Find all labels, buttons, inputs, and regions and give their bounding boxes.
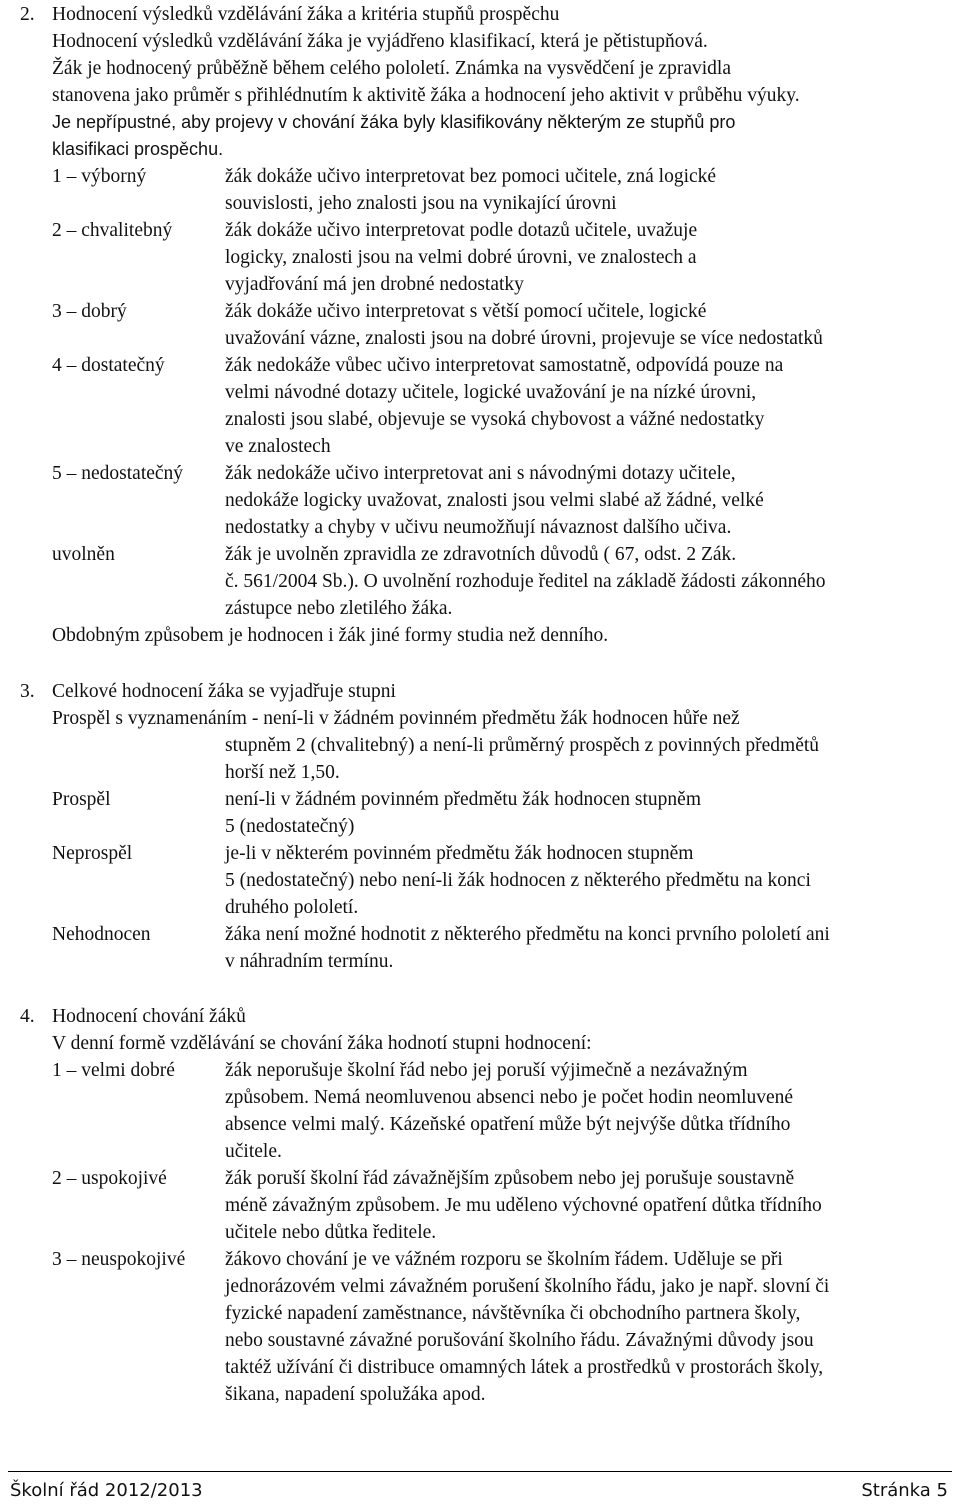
grade-label: 3 – dobrý [52, 301, 127, 322]
behavior-description: žákovo chování je ve vážném rozporu se školním řádem. Uděluje se při [225, 1249, 783, 1270]
grade-label: 1 – výborný [52, 166, 147, 187]
grade-description: žák dokáže učivo interpretovat podle dotazů učitele, uvažuje [225, 220, 698, 241]
overall-description: není-li v žádném povinném předmětu žák hodnocen stupněm [225, 789, 701, 810]
behavior-description: žák neporušuje školní řád nebo jej poruší výjimečně a nezávažným [225, 1060, 748, 1081]
overall-label: Nehodnocen [52, 924, 151, 945]
document-page: 2. Hodnocení výsledků vzdělávání žáka a kritéria stupňů prospěchu Hodnocení výsledků vzdělávání žáka je vyjádřeno klasifikací, která je pětistupňová. Žák je hodnocený průběžně během celého pololetí. Známka na vysvědčení je zpravidla stanovena jako průměr s přihlédnutím k aktivitě žáka a hodnocení jeho aktivit v průběhu výuky. Je nepřípustné, aby projevy v chování žáka byly klasifikovány některým ze stupňů pro klasifikaci prospěchu. 1 – výborný žák dokáže učivo interpretovat bez pomoci učitele, zná logické souvislosti, jeho znalosti jsou na vynikající úrovni 2 – chvalitebný žák dokáže učivo interpretovat podle dotazů učitele, uvažuje logicky, znalosti jsou na velmi dobré úrovni, ve znalostech a vyjadřování má jen drobné nedostatky 3 – dobrý žák dokáže učivo interpretovat s větší pomocí učitele, logické uvažování vázne, znalosti jsou na dobré úrovni, projevuje se více nedostatků 4 – dostatečný žák nedokáže vůbec učivo interpretovat samostatně, odpovídá pouze na velmi návodné dotazy učitele, logické uvažování je na nízké úrovni, znalosti jsou slabé, objevuje se vysoká chybovost a vážné nedostatky ve znalostech 5 – nedostatečný žák nedokáže učivo interpretovat ani s návodnými dotazy učitele, nedokáže logicky uvažovat, znalosti jsou velmi slabé až žádné, velké nedostatky a chyby v učivu neumožňují návaznost dalšího učiva. uvolněn žák je uvolněn zpravidla ze zdravotních důvodů ( 67, odst. 2 Zák. č. 561/2004 Sb.). O uvolnění rozhoduje ředitel na základě žádosti zákonného zástupce nebo zletilého žáka. Obdobným způsobem je hodnocen i žák jiné formy studia než denního. 3. Celkové hodnocení žáka se vyjadřuje stupni Prospěl s vyznamenáním - není-li v žádném povinném předmětu žák hodnocen hůře než stupněm 2 (chvalitebný) a není-li průměrný prospěch z povinných předmětů horší než 1,50. Prospěl není-li v žádném povinném předmětu žák hodnocen stupněm 5 (nedostatečný) Neprospěl je-li v některém povinném předmětu žák hodnocen stupněm 5 (nedostatečný) nebo není-li žák hodnocen z některého předmětu na konci druhého pololetí. Nehodnocen žáka není možné hodnotit z některého předmětu na konci prvního pololetí ani v náhradním termínu. 4. Hodnocení chování žáků V denní formě vzdělávání se chování žáka hodnotí stupni hodnocení: 1 – velmi dobré žák neporušuje školní řád nebo jej poruší výjimečně a nezávažným způsobem. Nemá neomluvenou absenci nebo je počet hodin neomluvené absence velmi malý. Kázeňské opatření může být nejvýše důtka třídního učitele. 2 – uspokojivé žák poruší školní řád závažnějším způsobem nebo jej porušuje soustavně méně závažným způsobem. Je mu uděleno výchovné opatření důtka třídního učitele nebo důtka ředitele. 3 – neuspokojivé žákovo chování je ve vážném rozporu se školním řádem. Uděluje se při jednorázovém velmi závažném porušení školního řádu, jako je např. slovní či fyzické napadení zaměstnance, návštěvníka či obchodního partnera školy, nebo soustavné závažné porušování školního řádu. Závažnými důvody jsou taktéž užívání či distribuce omamných látek a prostředků v prostorách školy, šikana, napadení spolužáka apod. Školní řád 2012/2013 Stránka 5 [0, 0, 960, 1507]
grade-description: žák dokáže učivo interpretovat s větší pomocí učitele, logické [225, 301, 707, 322]
grade-label: 4 – dostatečný [52, 355, 165, 376]
grade-description: žák nedokáže učivo interpretovat ani s návodnými dotazy učitele, [225, 463, 736, 484]
behavior-label: 3 – neuspokojivé [52, 1249, 186, 1270]
behavior-label: 1 – velmi dobré [52, 1060, 175, 1081]
page-number: Stránka 5 [861, 1480, 948, 1501]
overall-label: Neprospěl [52, 843, 133, 864]
footer-divider [8, 1471, 952, 1472]
section-title: Hodnocení výsledků vzdělávání žáka a kritéria stupňů prospěchu [52, 4, 560, 25]
grade-label: 2 – chvalitebný [52, 220, 173, 241]
section-number: 3. [20, 681, 35, 702]
behavior-description: žák poruší školní řád závažnějším způsobem nebo jej porušuje soustavně [225, 1168, 795, 1189]
section-number: 4. [20, 1006, 35, 1027]
overall-description: je-li v některém povinném předmětu žák hodnocen stupněm [225, 843, 694, 864]
grade-description: žák nedokáže vůbec učivo interpretovat samostatně, odpovídá pouze na [225, 355, 784, 376]
grade-label: 5 – nedostatečný [52, 463, 184, 484]
footer-title: Školní řád 2012/2013 [10, 1480, 203, 1501]
grade-description: žák je uvolněn zpravidla ze zdravotních důvodů ( 67, odst. 2 Zák. [225, 544, 737, 565]
section-number: 2. [20, 4, 35, 25]
behavior-label: 2 – uspokojivé [52, 1168, 167, 1189]
section-title: Celkové hodnocení žáka se vyjadřuje stupni [52, 681, 396, 702]
grade-description: žák dokáže učivo interpretovat bez pomoci učitele, zná logické [225, 166, 717, 187]
grade-label: uvolněn [52, 544, 115, 565]
section-title: Hodnocení chování žáků [52, 1006, 246, 1027]
overall-description: žáka není možné hodnotit z některého předmětu na konci prvního pololetí ani [225, 924, 830, 945]
overall-label: Prospěl [52, 789, 111, 810]
